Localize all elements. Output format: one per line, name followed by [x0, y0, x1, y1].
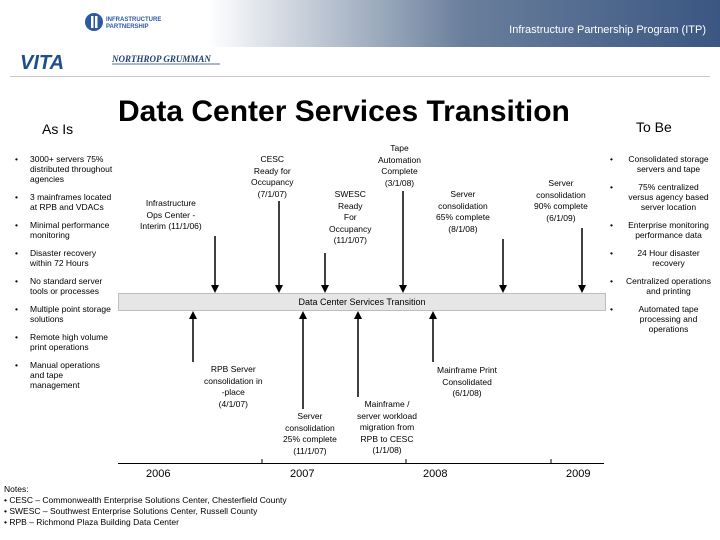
milestone-line: RPB to CESC: [360, 433, 414, 444]
page-title: Data Center Services Transition: [118, 95, 570, 128]
milestone-line: (11/1/07): [293, 445, 327, 456]
milestone-line: Tape: [390, 143, 409, 153]
ng-logo-text: NORTHROP GRUMMAN: [112, 54, 211, 64]
as-is-item: • Minimal performance monitoring: [10, 220, 114, 240]
milestone-line: Ops Center -: [146, 209, 196, 220]
timeline-label: Data Center Services Transition: [298, 297, 426, 307]
milestone-line: (6/1/09): [546, 212, 576, 223]
milestone-line: (4/1/07): [218, 398, 248, 409]
note-item: • RPB – Richmond Plaza Building Data Center: [4, 517, 179, 527]
milestone-line: Occupancy: [329, 223, 372, 234]
as-is-item: • Multiple point storage solutions: [10, 304, 114, 324]
itp-logo-line2: PARTNERSHIP: [106, 24, 149, 30]
milestone-line: (7/1/07): [257, 188, 287, 199]
milestone-line: Automation: [378, 154, 421, 165]
milestone-line: Infrastructure: [145, 198, 196, 208]
to-be-item: • Consolidated storage servers and tape: [605, 154, 712, 174]
milestone-line: Occupancy: [251, 177, 294, 187]
milestone-line: 65% complete: [436, 212, 490, 222]
as-is-item: • Manual operations and tape management: [10, 360, 114, 390]
milestone-line: consolidation: [285, 422, 335, 433]
milestone-line: consolidation in: [204, 375, 263, 386]
as-is-item: • Disaster recovery within 72 Hours: [10, 248, 114, 268]
as-is-item: • No standard server tools or processes: [10, 276, 114, 296]
milestone-line: (8/1/08): [448, 223, 478, 234]
milestone-line: Complete: [381, 166, 418, 176]
as-is-item: • 3 mainframes located at RPB and VDACs: [10, 192, 114, 212]
milestone-line: 90% complete: [534, 201, 588, 211]
as-is-item: • 3000+ servers 75% distributed throughout agencies: [10, 154, 114, 184]
milestone-line: For: [343, 212, 357, 222]
milestone-line: (1/1/08): [372, 445, 402, 455]
milestone-line: Server: [548, 178, 574, 188]
milestone-line: (3/1/08): [384, 177, 415, 188]
milestone-line: (6/1/08): [452, 388, 482, 398]
milestone-line: Ready: [337, 200, 363, 211]
milestone-line: migration from: [359, 422, 415, 432]
to-be-item: • Centralized operations and printing: [605, 276, 712, 296]
milestone-line: -place: [221, 387, 245, 397]
notes: [4, 484, 287, 528]
to-be-item: • 75% centralized versus agency based server location: [605, 182, 712, 212]
as-is-label: As Is: [42, 121, 74, 137]
notes-heading: Notes:: [4, 484, 29, 494]
year-axis: [118, 463, 604, 464]
milestone-line: CESC: [260, 154, 285, 164]
as-is-item: • Remote high volume print operations: [10, 332, 114, 352]
milestone-line: SWESC: [334, 189, 366, 199]
milestone-line: consolidation: [536, 189, 586, 200]
milestone-line: RPB Server: [210, 364, 256, 374]
itp-logo-line1: INFRASTRUCTURE: [106, 17, 162, 23]
note-item: • CESC – Commonwealth Enterprise Solutions Center, Chesterfield County: [4, 495, 287, 505]
year-label: 2006: [146, 468, 171, 480]
milestone-line: Mainframe /: [364, 399, 410, 409]
year-label: 2008: [423, 468, 448, 480]
year-label: 2009: [566, 468, 591, 480]
milestone-line: Ready for: [253, 165, 291, 176]
milestone-line: (11/1/07): [333, 235, 367, 245]
milestone-line: Server: [450, 189, 476, 199]
note-item: • SWESC – Southwest Enterprise Solutions Center, Russell County: [4, 506, 258, 516]
milestone-line: Mainframe Print: [437, 365, 497, 375]
to-be-label: To Be: [636, 119, 672, 135]
year-label: 2007: [290, 468, 315, 480]
program-title: Infrastructure Partnership Program (ITP): [509, 24, 706, 36]
milestone-line: server workload: [357, 410, 417, 421]
to-be-item: • Automated tape processing and operations: [605, 304, 712, 334]
milestone-line: consolidation: [438, 200, 488, 211]
vita-logo-text: VITA: [20, 52, 65, 73]
milestone-line: 25% complete: [283, 434, 337, 444]
milestone-line: Interim (11/1/06): [140, 221, 202, 231]
to-be-item: • Enterprise monitoring performance data: [605, 220, 712, 240]
milestone-line: Server: [297, 411, 323, 421]
to-be-item: • 24 Hour disaster recovery: [605, 248, 712, 268]
milestone-line: Consolidated: [442, 376, 492, 387]
